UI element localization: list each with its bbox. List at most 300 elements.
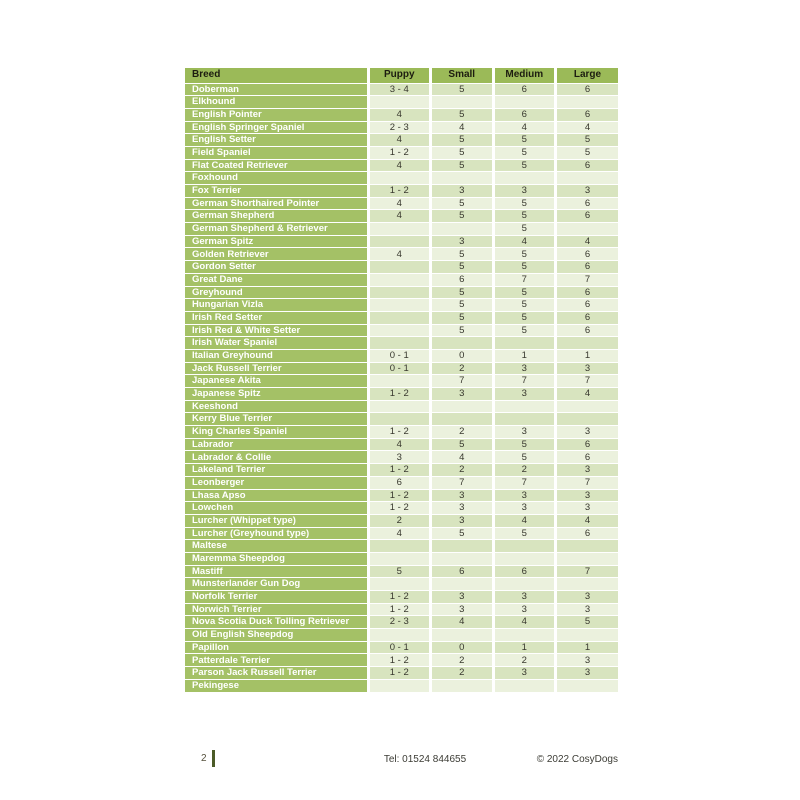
medium-value-cell: 5 — [493, 324, 556, 337]
small-value-cell: 6 — [431, 565, 494, 578]
large-value-cell: 6 — [556, 83, 619, 96]
breed-cell: German Spitz — [185, 235, 368, 248]
breed-cell: Lakeland Terrier — [185, 464, 368, 477]
table-row — [185, 121, 618, 134]
puppy-value-cell: 1 - 2 — [368, 603, 431, 616]
table-row — [185, 159, 618, 172]
puppy-value-cell: 1 - 2 — [368, 502, 431, 515]
large-value-cell: 4 — [556, 121, 619, 134]
medium-value-cell: 6 — [493, 565, 556, 578]
puppy-value-cell — [368, 172, 431, 185]
small-value-cell: 5 — [431, 159, 494, 172]
breed-cell: Leonberger — [185, 476, 368, 489]
puppy-value-cell: 0 - 1 — [368, 349, 431, 362]
table-row — [185, 223, 618, 236]
large-value-cell: 6 — [556, 299, 619, 312]
large-value-cell: 3 — [556, 654, 619, 667]
table-row — [185, 438, 618, 451]
breed-cell: Lurcher (Greyhound type) — [185, 527, 368, 540]
large-value-cell: 6 — [556, 527, 619, 540]
breed-cell: Patterdale Terrier — [185, 654, 368, 667]
small-value-cell — [431, 578, 494, 591]
large-value-cell — [556, 413, 619, 426]
table-row — [185, 591, 618, 604]
breed-cell: Great Dane — [185, 273, 368, 286]
table-row — [185, 324, 618, 337]
small-value-cell: 5 — [431, 527, 494, 540]
table-row — [185, 311, 618, 324]
medium-value-cell: 7 — [493, 273, 556, 286]
puppy-value-cell — [368, 311, 431, 324]
medium-value-cell: 2 — [493, 654, 556, 667]
puppy-value-cell: 1 - 2 — [368, 185, 431, 198]
small-value-cell: 5 — [431, 146, 494, 159]
puppy-value-cell: 2 - 3 — [368, 121, 431, 134]
medium-value-cell: 7 — [493, 476, 556, 489]
breed-cell: Keeshond — [185, 400, 368, 413]
puppy-value-cell: 0 - 1 — [368, 362, 431, 375]
medium-value-cell: 5 — [493, 197, 556, 210]
table-row — [185, 299, 618, 312]
medium-value-cell: 3 — [493, 388, 556, 401]
large-value-cell: 3 — [556, 489, 619, 502]
large-value-cell — [556, 629, 619, 642]
medium-value-cell: 3 — [493, 489, 556, 502]
medium-value-cell: 3 — [493, 591, 556, 604]
medium-value-cell: 5 — [493, 286, 556, 299]
breed-cell: Labrador — [185, 438, 368, 451]
small-value-cell: 2 — [431, 667, 494, 680]
table-row — [185, 413, 618, 426]
table-row — [185, 83, 618, 96]
large-value-cell — [556, 552, 619, 565]
medium-value-cell — [493, 552, 556, 565]
table-row — [185, 641, 618, 654]
large-value-cell: 4 — [556, 388, 619, 401]
large-value-cell: 6 — [556, 286, 619, 299]
breed-cell: German Shorthaired Pointer — [185, 197, 368, 210]
puppy-value-cell: 4 — [368, 438, 431, 451]
table-row — [185, 476, 618, 489]
table-row — [185, 273, 618, 286]
large-value-cell: 6 — [556, 451, 619, 464]
large-value-cell: 7 — [556, 375, 619, 388]
medium-value-cell: 4 — [493, 514, 556, 527]
table-row — [185, 578, 618, 591]
large-value-cell: 6 — [556, 248, 619, 261]
large-value-cell: 3 — [556, 502, 619, 515]
small-value-cell: 2 — [431, 464, 494, 477]
medium-value-cell: 5 — [493, 210, 556, 223]
medium-value-cell — [493, 540, 556, 553]
table-row — [185, 375, 618, 388]
breed-cell: Labrador & Collie — [185, 451, 368, 464]
page-number: 2 — [201, 753, 207, 764]
table-row — [185, 629, 618, 642]
puppy-value-cell — [368, 400, 431, 413]
large-value-cell — [556, 578, 619, 591]
table-row — [185, 337, 618, 350]
table-row — [185, 235, 618, 248]
table-row — [185, 210, 618, 223]
large-value-cell: 4 — [556, 514, 619, 527]
breed-cell: German Shepherd & Retriever — [185, 223, 368, 236]
table-row — [185, 172, 618, 185]
large-value-cell: 3 — [556, 667, 619, 680]
table-row — [185, 286, 618, 299]
medium-value-cell: 2 — [493, 464, 556, 477]
large-value-cell: 3 — [556, 464, 619, 477]
large-value-cell — [556, 172, 619, 185]
table-row — [185, 502, 618, 515]
small-value-cell — [431, 629, 494, 642]
puppy-value-cell — [368, 413, 431, 426]
small-value-cell: 4 — [431, 121, 494, 134]
breed-cell: Maremma Sheepdog — [185, 552, 368, 565]
puppy-value-cell — [368, 235, 431, 248]
table-row — [185, 654, 618, 667]
puppy-value-cell: 1 - 2 — [368, 654, 431, 667]
column-header-puppy: Puppy — [368, 68, 431, 83]
puppy-value-cell — [368, 578, 431, 591]
breed-cell: Japanese Akita — [185, 375, 368, 388]
small-value-cell — [431, 413, 494, 426]
small-value-cell: 3 — [431, 235, 494, 248]
puppy-value-cell: 1 - 2 — [368, 426, 431, 439]
small-value-cell: 5 — [431, 108, 494, 121]
large-value-cell: 3 — [556, 362, 619, 375]
puppy-value-cell — [368, 261, 431, 274]
puppy-value-cell: 1 - 2 — [368, 591, 431, 604]
table-row — [185, 146, 618, 159]
breed-cell: King Charles Spaniel — [185, 426, 368, 439]
medium-value-cell: 5 — [493, 451, 556, 464]
medium-value-cell: 4 — [493, 616, 556, 629]
large-value-cell: 6 — [556, 311, 619, 324]
small-value-cell: 5 — [431, 438, 494, 451]
small-value-cell — [431, 337, 494, 350]
breed-cell: English Setter — [185, 134, 368, 147]
footer-copyright: © 2022 CosyDogs — [536, 754, 618, 765]
table-row — [185, 400, 618, 413]
breed-cell: Norwich Terrier — [185, 603, 368, 616]
medium-value-cell: 4 — [493, 235, 556, 248]
medium-value-cell: 5 — [493, 438, 556, 451]
small-value-cell: 7 — [431, 476, 494, 489]
small-value-cell: 7 — [431, 375, 494, 388]
large-value-cell: 7 — [556, 476, 619, 489]
puppy-value-cell: 2 — [368, 514, 431, 527]
table-row — [185, 603, 618, 616]
breed-cell: Irish Red Setter — [185, 311, 368, 324]
large-value-cell — [556, 337, 619, 350]
medium-value-cell: 6 — [493, 83, 556, 96]
small-value-cell: 5 — [431, 299, 494, 312]
table-row — [185, 426, 618, 439]
small-value-cell: 3 — [431, 185, 494, 198]
puppy-value-cell: 5 — [368, 565, 431, 578]
puppy-value-cell: 4 — [368, 248, 431, 261]
large-value-cell: 6 — [556, 261, 619, 274]
table-row — [185, 134, 618, 147]
medium-value-cell: 5 — [493, 261, 556, 274]
small-value-cell: 3 — [431, 388, 494, 401]
table-row — [185, 464, 618, 477]
breed-cell: Munsterlander Gun Dog — [185, 578, 368, 591]
large-value-cell: 5 — [556, 134, 619, 147]
medium-value-cell: 5 — [493, 248, 556, 261]
medium-value-cell: 3 — [493, 362, 556, 375]
medium-value-cell: 5 — [493, 527, 556, 540]
large-value-cell: 5 — [556, 146, 619, 159]
medium-value-cell: 3 — [493, 603, 556, 616]
puppy-value-cell: 1 - 2 — [368, 464, 431, 477]
large-value-cell: 6 — [556, 324, 619, 337]
small-value-cell: 0 — [431, 349, 494, 362]
breed-cell: Papillon — [185, 641, 368, 654]
small-value-cell — [431, 172, 494, 185]
table-row — [185, 362, 618, 375]
breed-cell: Hungarian Vizla — [185, 299, 368, 312]
large-value-cell: 6 — [556, 197, 619, 210]
page-number-divider-bar — [212, 750, 215, 767]
table-row — [185, 527, 618, 540]
medium-value-cell: 3 — [493, 426, 556, 439]
table-row — [185, 489, 618, 502]
medium-value-cell — [493, 629, 556, 642]
small-value-cell — [431, 540, 494, 553]
breed-cell: Pekingese — [185, 679, 368, 692]
small-value-cell: 4 — [431, 451, 494, 464]
medium-value-cell: 5 — [493, 134, 556, 147]
small-value-cell: 5 — [431, 324, 494, 337]
footer-telephone: Tel: 01524 844655 — [383, 754, 467, 765]
table-row — [185, 388, 618, 401]
large-value-cell: 5 — [556, 616, 619, 629]
medium-value-cell: 5 — [493, 159, 556, 172]
breed-cell: Maltese — [185, 540, 368, 553]
small-value-cell — [431, 679, 494, 692]
breed-cell: German Shepherd — [185, 210, 368, 223]
table-row — [185, 540, 618, 553]
table-row — [185, 552, 618, 565]
breed-cell: Italian Greyhound — [185, 349, 368, 362]
large-value-cell — [556, 400, 619, 413]
medium-value-cell: 1 — [493, 349, 556, 362]
table-row — [185, 96, 618, 109]
small-value-cell: 0 — [431, 641, 494, 654]
small-value-cell: 2 — [431, 362, 494, 375]
breed-cell: English Springer Spaniel — [185, 121, 368, 134]
medium-value-cell — [493, 96, 556, 109]
small-value-cell — [431, 96, 494, 109]
large-value-cell: 1 — [556, 349, 619, 362]
small-value-cell: 3 — [431, 591, 494, 604]
large-value-cell — [556, 679, 619, 692]
breed-cell: Golden Retriever — [185, 248, 368, 261]
puppy-value-cell — [368, 273, 431, 286]
medium-value-cell: 3 — [493, 185, 556, 198]
small-value-cell: 5 — [431, 83, 494, 96]
breed-feeding-table — [185, 68, 618, 693]
table-row — [185, 514, 618, 527]
puppy-value-cell: 4 — [368, 197, 431, 210]
table-header — [185, 68, 618, 83]
small-value-cell — [431, 223, 494, 236]
medium-value-cell: 3 — [493, 502, 556, 515]
small-value-cell: 5 — [431, 311, 494, 324]
puppy-value-cell — [368, 375, 431, 388]
small-value-cell: 5 — [431, 261, 494, 274]
page-number-group — [201, 750, 215, 767]
column-header-small: Small — [431, 68, 494, 83]
breed-cell: Foxhound — [185, 172, 368, 185]
column-header-medium: Medium — [493, 68, 556, 83]
breed-cell: Irish Red & White Setter — [185, 324, 368, 337]
puppy-value-cell: 1 - 2 — [368, 146, 431, 159]
puppy-value-cell — [368, 96, 431, 109]
medium-value-cell — [493, 337, 556, 350]
breed-cell: Japanese Spitz — [185, 388, 368, 401]
small-value-cell — [431, 400, 494, 413]
small-value-cell: 3 — [431, 502, 494, 515]
medium-value-cell: 7 — [493, 375, 556, 388]
breed-cell: Field Spaniel — [185, 146, 368, 159]
table-row — [185, 451, 618, 464]
breed-cell: Gordon Setter — [185, 261, 368, 274]
breed-cell: Fox Terrier — [185, 185, 368, 198]
puppy-value-cell: 4 — [368, 527, 431, 540]
small-value-cell — [431, 552, 494, 565]
breed-cell: Nova Scotia Duck Tolling Retriever — [185, 616, 368, 629]
small-value-cell: 5 — [431, 134, 494, 147]
puppy-value-cell — [368, 540, 431, 553]
large-value-cell: 1 — [556, 641, 619, 654]
puppy-value-cell: 1 - 2 — [368, 388, 431, 401]
puppy-value-cell: 1 - 2 — [368, 667, 431, 680]
table-row — [185, 565, 618, 578]
medium-value-cell: 1 — [493, 641, 556, 654]
puppy-value-cell: 2 - 3 — [368, 616, 431, 629]
table-row — [185, 185, 618, 198]
large-value-cell: 6 — [556, 108, 619, 121]
breed-cell: Lurcher (Whippet type) — [185, 514, 368, 527]
puppy-value-cell: 4 — [368, 159, 431, 172]
medium-value-cell — [493, 578, 556, 591]
table-body — [185, 83, 618, 692]
puppy-value-cell: 3 - 4 — [368, 83, 431, 96]
medium-value-cell: 6 — [493, 108, 556, 121]
medium-value-cell: 5 — [493, 146, 556, 159]
puppy-value-cell — [368, 552, 431, 565]
large-value-cell: 6 — [556, 438, 619, 451]
puppy-value-cell — [368, 679, 431, 692]
table-row — [185, 667, 618, 680]
breed-cell: Elkhound — [185, 96, 368, 109]
medium-value-cell: 5 — [493, 223, 556, 236]
small-value-cell: 5 — [431, 197, 494, 210]
column-header-large: Large — [556, 68, 619, 83]
large-value-cell: 4 — [556, 235, 619, 248]
puppy-value-cell: 4 — [368, 134, 431, 147]
breed-cell: Doberman — [185, 83, 368, 96]
puppy-value-cell: 0 - 1 — [368, 641, 431, 654]
medium-value-cell: 5 — [493, 311, 556, 324]
table-row — [185, 349, 618, 362]
medium-value-cell: 5 — [493, 299, 556, 312]
small-value-cell: 3 — [431, 514, 494, 527]
small-value-cell: 5 — [431, 286, 494, 299]
large-value-cell: 3 — [556, 603, 619, 616]
large-value-cell — [556, 540, 619, 553]
small-value-cell: 5 — [431, 248, 494, 261]
medium-value-cell — [493, 172, 556, 185]
breed-cell: Jack Russell Terrier — [185, 362, 368, 375]
small-value-cell: 6 — [431, 273, 494, 286]
small-value-cell: 2 — [431, 654, 494, 667]
medium-value-cell: 3 — [493, 667, 556, 680]
large-value-cell: 3 — [556, 591, 619, 604]
table-row — [185, 197, 618, 210]
small-value-cell: 4 — [431, 616, 494, 629]
header-row — [185, 68, 618, 83]
large-value-cell: 7 — [556, 565, 619, 578]
puppy-value-cell — [368, 629, 431, 642]
puppy-value-cell — [368, 286, 431, 299]
puppy-value-cell: 1 - 2 — [368, 489, 431, 502]
medium-value-cell — [493, 679, 556, 692]
puppy-value-cell: 4 — [368, 210, 431, 223]
breed-cell: Lowchen — [185, 502, 368, 515]
large-value-cell: 3 — [556, 426, 619, 439]
breed-cell: English Pointer — [185, 108, 368, 121]
breed-cell: Greyhound — [185, 286, 368, 299]
breed-cell: Norfolk Terrier — [185, 591, 368, 604]
large-value-cell: 6 — [556, 159, 619, 172]
small-value-cell: 5 — [431, 210, 494, 223]
large-value-cell: 6 — [556, 210, 619, 223]
table-row — [185, 108, 618, 121]
column-header-breed: Breed — [185, 68, 368, 83]
medium-value-cell: 4 — [493, 121, 556, 134]
large-value-cell: 3 — [556, 185, 619, 198]
table-row — [185, 248, 618, 261]
puppy-value-cell: 4 — [368, 108, 431, 121]
puppy-value-cell — [368, 337, 431, 350]
breed-cell: Mastiff — [185, 565, 368, 578]
medium-value-cell — [493, 413, 556, 426]
large-value-cell — [556, 223, 619, 236]
breed-cell: Kerry Blue Terrier — [185, 413, 368, 426]
large-value-cell: 7 — [556, 273, 619, 286]
breed-cell: Flat Coated Retriever — [185, 159, 368, 172]
small-value-cell: 3 — [431, 603, 494, 616]
large-value-cell — [556, 96, 619, 109]
breed-cell: Irish Water Spaniel — [185, 337, 368, 350]
breed-cell: Parson Jack Russell Terrier — [185, 667, 368, 680]
small-value-cell: 2 — [431, 426, 494, 439]
puppy-value-cell — [368, 324, 431, 337]
small-value-cell: 3 — [431, 489, 494, 502]
breed-cell: Lhasa Apso — [185, 489, 368, 502]
puppy-value-cell — [368, 223, 431, 236]
puppy-value-cell — [368, 299, 431, 312]
breed-cell: Old English Sheepdog — [185, 629, 368, 642]
table-row — [185, 261, 618, 274]
table-row — [185, 679, 618, 692]
puppy-value-cell: 3 — [368, 451, 431, 464]
medium-value-cell — [493, 400, 556, 413]
